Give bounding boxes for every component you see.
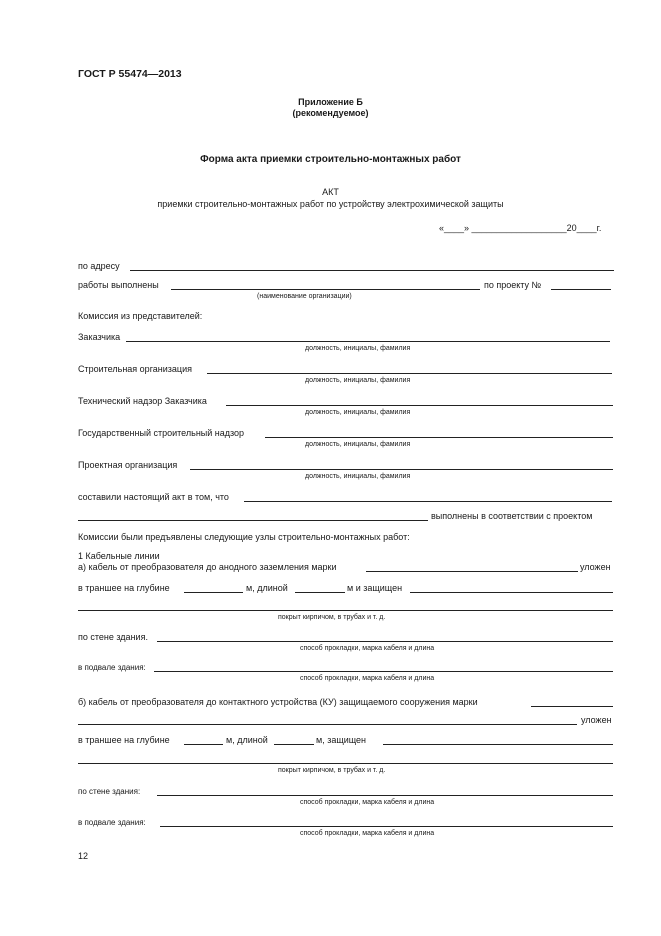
cable-a-cover-caption: покрыт кирпичом, в трубах и т. д. — [278, 614, 386, 621]
cable-a-trench-label: в траншее на глубине — [78, 583, 170, 593]
date-line: «____» ___________________20____г. — [439, 223, 602, 233]
cable-a-laid-label: уложен — [580, 562, 611, 572]
form-title: Форма акта приемки строительно-монтажных работ — [200, 154, 461, 165]
builder-label: Строительная организация — [78, 364, 192, 374]
cable-b-wall-caption: способ прокладки, марка кабеля и длина — [300, 799, 435, 806]
cable-b-protection-field[interactable] — [383, 744, 613, 745]
state-supervision-field[interactable] — [265, 437, 613, 438]
address-field[interactable] — [130, 270, 614, 271]
design-org-field[interactable] — [190, 469, 613, 470]
drew-up-field[interactable] — [244, 501, 612, 502]
cable-b-wall-label: по стене здания: — [78, 787, 141, 796]
cable-b-cover-caption: покрыт кирпичом, в трубах и т. д. — [278, 767, 386, 774]
act-heading — [0, 186, 661, 210]
page-number: 12 — [78, 851, 89, 861]
customer-label: Заказчика — [78, 332, 121, 342]
cable-b-protected-label: м, защищен — [316, 735, 367, 745]
appendix-status: (рекомендуемое) — [292, 108, 369, 118]
drew-up-label: составили настоящий акт в том, что — [78, 492, 229, 502]
cable-b-basement-label: в подвале здания: — [78, 818, 146, 827]
builder-field[interactable] — [207, 373, 612, 374]
tech-supervision-label: Технический надзор Заказчика — [78, 396, 207, 406]
cable-b-length-label: м, длиной — [226, 735, 268, 745]
cable-a-wall-caption: способ прокладки, марка кабеля и длина — [300, 645, 435, 652]
customer-caption: должность, инициалы, фамилия — [305, 345, 411, 352]
cable-a-cover-field[interactable] — [78, 610, 613, 611]
project-number-label: по проекту № — [484, 280, 542, 290]
appendix-label: Приложение Б — [298, 97, 363, 107]
cable-b-cover-field[interactable] — [78, 763, 613, 764]
cable-a-basement-label: в подвале здания: — [78, 663, 146, 672]
presented-label: Комиссии были предъявлены следующие узлы строительно-монтажных работ: — [78, 532, 410, 542]
cable-a-length-label: м, длиной — [246, 583, 288, 593]
design-org-label: Проектная организация — [78, 460, 178, 470]
cable-b-trench-label: в траншее на глубине — [78, 735, 170, 745]
cable-a-protection-field[interactable] — [410, 592, 613, 593]
cable-b-basement-field[interactable] — [160, 826, 613, 827]
cable-b-laid-label: уложен — [581, 715, 612, 725]
work-description-field[interactable] — [78, 520, 428, 521]
cable-a-wall-label: по стене здания. — [78, 632, 148, 642]
act-title: АКТ — [322, 187, 339, 197]
appendix-heading — [0, 97, 661, 119]
state-supervision-label: Государственный строительный надзор — [78, 428, 245, 438]
tech-supervision-caption: должность, инициалы, фамилия — [305, 409, 411, 416]
section-1-heading: 1 Кабельные линии — [78, 551, 160, 561]
design-org-caption: должность, инициалы, фамилия — [305, 473, 411, 480]
cable-a-basement-field[interactable] — [154, 671, 613, 672]
cable-a-depth-field[interactable] — [184, 592, 243, 593]
cable-b-brand-field-2[interactable] — [78, 724, 577, 725]
cable-b-depth-field[interactable] — [184, 744, 223, 745]
state-supervision-caption: должность, инициалы, фамилия — [305, 441, 411, 448]
cable-a-length-field[interactable] — [295, 592, 345, 593]
cable-a-wall-field[interactable] — [157, 641, 613, 642]
cable-b-wall-field[interactable] — [157, 795, 613, 796]
address-label: по адресу — [78, 261, 120, 271]
cable-a-basement-caption: способ прокладки, марка кабеля и длина — [300, 675, 435, 682]
cable-b-basement-caption: способ прокладки, марка кабеля и длина — [300, 830, 435, 837]
cable-b-length-field[interactable] — [274, 744, 314, 745]
cable-a-brand-field[interactable] — [366, 571, 578, 572]
project-number-field[interactable] — [551, 289, 611, 290]
builder-caption: должность, инициалы, фамилия — [305, 377, 411, 384]
tech-supervision-field[interactable] — [226, 405, 613, 406]
customer-field[interactable] — [126, 341, 610, 342]
cable-b-brand-field[interactable] — [531, 706, 613, 707]
works-done-label: работы выполнены — [78, 280, 159, 290]
organization-caption: (наименование организации) — [257, 293, 352, 300]
cable-a-protected-label: м и защищен — [347, 583, 403, 593]
cable-a-label: а) кабель от преобразователя до анодного заземления марки — [78, 562, 337, 572]
act-subtitle: приемки строительно-монтажных работ по устройству электрохимической защиты — [157, 199, 504, 209]
document-code: ГОСТ Р 55474—2013 — [78, 68, 182, 80]
cable-b-label: б) кабель от преобразователя до контактного устройства (КУ) защищаемого сооружения марки — [78, 697, 478, 707]
done-per-project-label: выполнены в соответствии с проектом — [431, 511, 593, 521]
organization-field[interactable] — [171, 289, 480, 290]
commission-label: Комиссия из представителей: — [78, 311, 203, 321]
